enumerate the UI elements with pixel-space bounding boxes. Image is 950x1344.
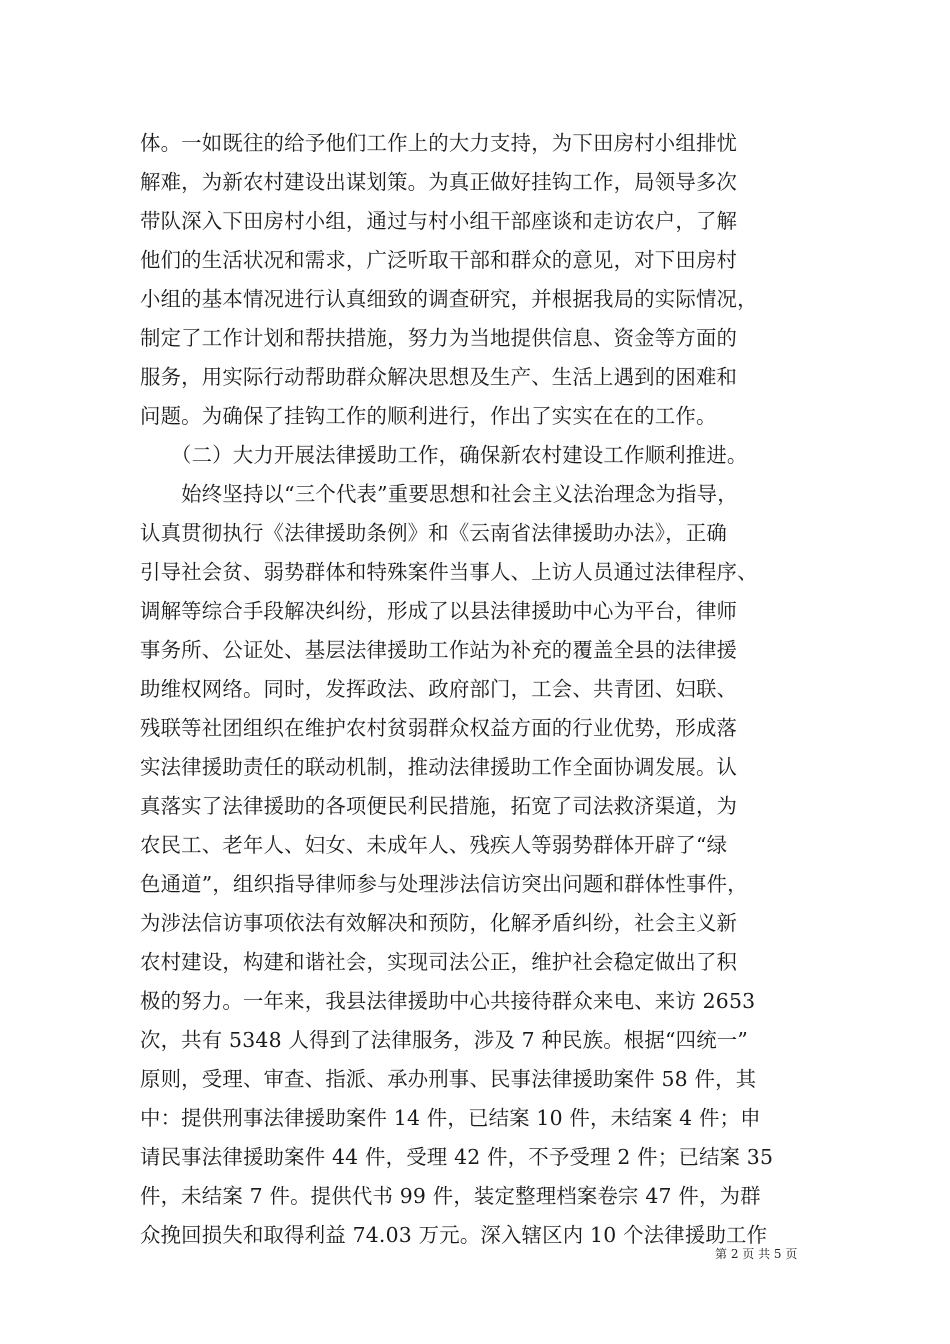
text-line: 众挽回损失和取得利益 74.03 万元。深入辖区内 10 个法律援助工作	[140, 1223, 768, 1247]
text-line: 极的努力。一年来，我县法律援助中心共接待群众来电、来访 2653	[140, 989, 756, 1013]
text-line: 问题。为确保了挂钩工作的顺利进行，作出了实实在在的工作。	[140, 404, 717, 428]
text-line: 真落实了法律援助的各项便民利民措施，拓宽了司法救济渠道，为	[140, 794, 738, 818]
text-line: 调解等综合手段解决纠纷，形成了以县法律援助中心为平台，律师	[140, 599, 738, 623]
section-heading: （二）大力开展法律援助工作，确保新农村建设工作顺利推进。	[140, 443, 748, 467]
text-line: 原则，受理、审查、指派、承办刑事、民事法律援助案件 58 件，其	[140, 1067, 757, 1091]
text-line: 为涉法信访事项依法有效解决和预防，化解矛盾纠纷，社会主义新	[140, 911, 738, 935]
text-line: 请民事法律援助案件 44 件，受理 42 件，不予受理 2 件；已结案 35	[140, 1145, 774, 1169]
text-line: 残联等社团组织在维护农村贫弱群众权益方面的行业优势，形成落	[140, 716, 738, 740]
paragraph-start-line: 始终坚持以“三个代表”重要思想和社会主义法治理念为指导，	[140, 482, 738, 506]
text-line: 件，未结案 7 件。提供代书 99 件，装定整理档案卷宗 47 件，为群	[140, 1184, 761, 1208]
text-line: 解难，为新农村建设出谋划策。为真正做好挂钩工作，局领导多次	[140, 170, 738, 194]
text-line: 小组的基本情况进行认真细致的调查研究，并根据我局的实际情况，	[140, 287, 758, 311]
text-line: 他们的生活状况和需求，广泛听取干部和群众的意见，对下田房村	[140, 248, 738, 272]
text-line: 中：提供刑事法律援助案件 14 件，已结案 10 件，未结案 4 件；申	[140, 1106, 761, 1130]
text-line: 色通道”，组织指导律师参与处理涉法信访突出问题和群体性事件，	[140, 872, 748, 896]
text-line: 助维权网络。同时，发挥政法、政府部门，工会、共青团、妇联、	[140, 677, 738, 701]
text-line: 服务，用实际行动帮助群众解决思想及生产、生活上遇到的困难和	[140, 365, 738, 389]
text-line: 实法律援助责任的联动机制，推动法律援助工作全面协调发展。认	[140, 755, 738, 779]
text-line: 制定了工作计划和帮扶措施，努力为当地提供信息、资金等方面的	[140, 326, 738, 350]
page-number-footer: 第 2 页 共 5 页	[715, 1247, 798, 1261]
text-line: 次，共有 5348 人得到了法律服务，涉及 7 种民族。根据“四统一”	[140, 1028, 749, 1052]
text-line: 农村建设，构建和谐社会，实现司法公正，维护社会稳定做出了积	[140, 950, 738, 974]
body-text	[140, 124, 812, 1255]
text-line: 事务所、公证处、基层法律援助工作站为补充的覆盖全县的法律援	[140, 638, 738, 662]
text-line: 带队深入下田房村小组，通过与村小组干部座谈和走访农户，了解	[140, 209, 738, 233]
text-line: 体。一如既往的给予他们工作上的大力支持，为下田房村小组排忧	[140, 131, 738, 155]
text-line: 认真贯彻执行《法律援助条例》和《云南省法律援助办法》，正确	[140, 521, 727, 545]
text-line: 农民工、老年人、妇女、未成年人、残疾人等弱势群体开辟了“绿	[140, 833, 728, 857]
text-line: 引导社会贫、弱势群体和特殊案件当事人、上访人员通过法律程序、	[140, 560, 758, 584]
